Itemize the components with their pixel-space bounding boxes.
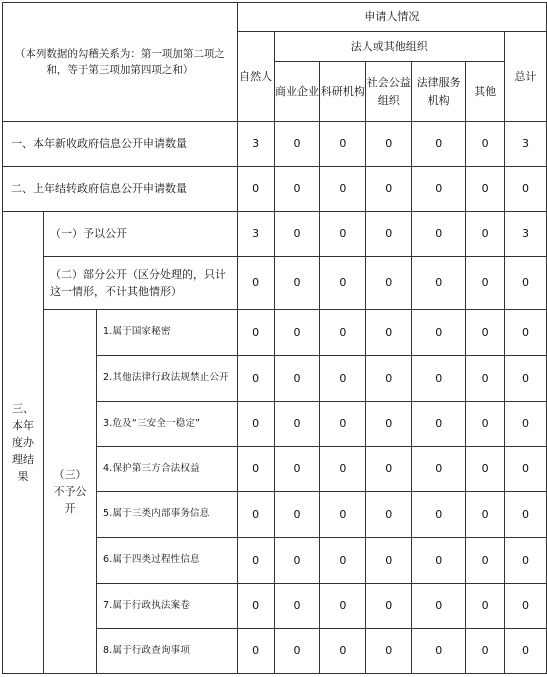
value-cell: 0 [366, 538, 412, 584]
row-label: 2.其他法律行政法规禁止公开 [96, 356, 237, 402]
not-public-label: （三）不予公开 [44, 310, 97, 674]
row-label: 二、上年结转政府信息公开申请数量 [3, 167, 238, 212]
value-cell: 0 [366, 167, 412, 212]
value-cell: 0 [466, 584, 505, 629]
row-label: 5.属于三类内部事务信息 [96, 492, 237, 538]
value-cell: 0 [412, 122, 466, 167]
value-cell: 0 [466, 402, 505, 447]
value-cell: 0 [505, 167, 547, 212]
value-cell: 0 [274, 167, 320, 212]
value-cell: 0 [320, 629, 366, 674]
value-cell: 0 [320, 402, 366, 447]
value-cell: 0 [237, 447, 274, 492]
table-row [3, 167, 547, 212]
value-cell: 0 [320, 167, 366, 212]
value-cell: 0 [320, 447, 366, 492]
value-cell: 0 [366, 447, 412, 492]
value-cell: 0 [237, 257, 274, 310]
value-cell: 0 [412, 447, 466, 492]
value-cell: 0 [412, 584, 466, 629]
value-cell: 0 [466, 492, 505, 538]
value-cell: 0 [366, 629, 412, 674]
value-cell: 0 [320, 122, 366, 167]
note-cell: （本列数据的勾稽关系为：第一项加第二项之和，等于第三项加第四项之和） [3, 3, 238, 122]
value-cell: 0 [466, 447, 505, 492]
value-cell: 0 [466, 629, 505, 674]
value-cell: 0 [274, 310, 320, 356]
value-cell: 0 [412, 310, 466, 356]
value-cell: 0 [466, 257, 505, 310]
legal-service-header: 法律服务机构 [412, 62, 466, 122]
value-cell: 0 [320, 584, 366, 629]
value-cell: 0 [505, 538, 547, 584]
value-cell: 0 [237, 629, 274, 674]
value-cell: 0 [366, 584, 412, 629]
value-cell: 0 [274, 447, 320, 492]
value-cell: 0 [274, 356, 320, 402]
value-cell: 0 [505, 584, 547, 629]
business-enterprise-header: 商业企业 [274, 62, 320, 122]
row-label: 3.危及“三安全一稳定” [96, 402, 237, 447]
research-institution-header: 科研机构 [320, 62, 366, 122]
value-cell: 0 [320, 538, 366, 584]
value-cell: 0 [505, 447, 547, 492]
value-cell: 0 [366, 212, 412, 257]
value-cell: 0 [237, 538, 274, 584]
value-cell: 0 [274, 538, 320, 584]
value-cell: 0 [237, 310, 274, 356]
value-cell: 0 [412, 402, 466, 447]
statistics-table [2, 2, 547, 674]
value-cell: 0 [274, 584, 320, 629]
value-cell: 0 [320, 310, 366, 356]
value-cell: 0 [274, 629, 320, 674]
table-row [3, 310, 547, 356]
value-cell: 0 [274, 402, 320, 447]
value-cell: 0 [466, 538, 505, 584]
value-cell: 3 [237, 212, 274, 257]
value-cell: 0 [366, 402, 412, 447]
value-cell: 0 [274, 122, 320, 167]
value-cell: 0 [412, 629, 466, 674]
table-row [3, 122, 547, 167]
value-cell: 0 [505, 356, 547, 402]
value-cell: 0 [366, 257, 412, 310]
public-welfare-header: 社会公益组织 [366, 62, 412, 122]
applicant-situation-header: 申请人情况 [237, 3, 546, 32]
value-cell: 0 [237, 492, 274, 538]
value-cell: 0 [412, 167, 466, 212]
value-cell: 0 [320, 356, 366, 402]
table-row [3, 257, 547, 310]
row-label: （二）部分公开（区分处理的，只计这一情形，不计其他情形） [44, 257, 238, 310]
value-cell: 0 [237, 167, 274, 212]
value-cell: 0 [237, 584, 274, 629]
value-cell: 0 [274, 212, 320, 257]
value-cell: 0 [466, 122, 505, 167]
value-cell: 0 [237, 402, 274, 447]
value-cell: 0 [412, 257, 466, 310]
value-cell: 0 [505, 402, 547, 447]
value-cell: 0 [466, 167, 505, 212]
table-row [3, 212, 547, 257]
total-header: 总计 [505, 32, 547, 122]
row-label: 一、本年新收政府信息公开申请数量 [3, 122, 238, 167]
value-cell: 0 [412, 356, 466, 402]
section3-label: 三、本年度办理结果 [3, 212, 44, 674]
value-cell: 0 [466, 310, 505, 356]
value-cell: 0 [466, 212, 505, 257]
value-cell: 3 [505, 122, 547, 167]
value-cell: 0 [274, 492, 320, 538]
value-cell: 0 [412, 538, 466, 584]
row-label: （一）予以公开 [44, 212, 238, 257]
value-cell: 3 [237, 122, 274, 167]
value-cell: 0 [320, 492, 366, 538]
natural-person-header: 自然人 [237, 32, 274, 122]
row-label: 4.保护第三方合法权益 [96, 447, 237, 492]
row-label: 7.属于行政执法案卷 [96, 584, 237, 629]
value-cell: 0 [412, 212, 466, 257]
row-label: 6.属于四类过程性信息 [96, 538, 237, 584]
value-cell: 0 [412, 492, 466, 538]
value-cell: 3 [505, 212, 547, 257]
value-cell: 0 [366, 310, 412, 356]
value-cell: 0 [274, 257, 320, 310]
other-header: 其他 [466, 62, 505, 122]
value-cell: 0 [320, 212, 366, 257]
value-cell: 0 [366, 492, 412, 538]
value-cell: 0 [505, 257, 547, 310]
legal-group-header: 法人或其他组织 [274, 32, 504, 62]
row-label: 1.属于国家秘密 [96, 310, 237, 356]
value-cell: 0 [466, 356, 505, 402]
value-cell: 0 [237, 356, 274, 402]
value-cell: 0 [320, 257, 366, 310]
value-cell: 0 [366, 122, 412, 167]
value-cell: 0 [366, 356, 412, 402]
value-cell: 0 [505, 492, 547, 538]
value-cell: 0 [505, 310, 547, 356]
value-cell: 0 [505, 629, 547, 674]
row-label: 8.属于行政查询事项 [96, 629, 237, 674]
